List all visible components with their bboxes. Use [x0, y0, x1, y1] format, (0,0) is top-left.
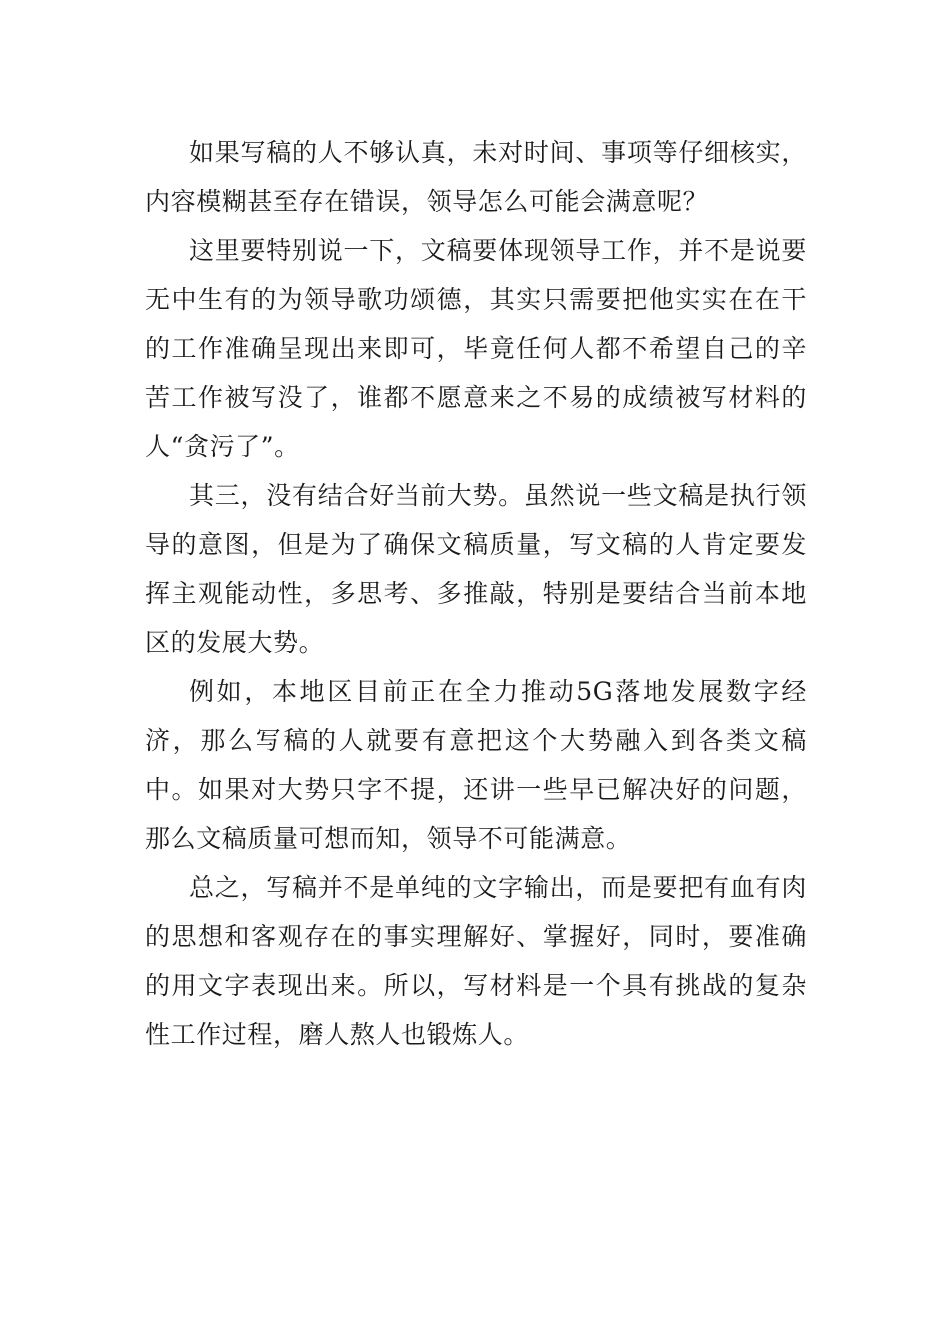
paragraph-3: 其三，没有结合好当前大势。虽然说一些文稿是执行领导的意图，但是为了确保文稿质量，写文稿的人肯定要发挥主观能动性，多思考、多推敲，特别是要结合当前本地区的发展大势。	[145, 481, 807, 657]
paragraph-5: 总之，写稿并不是单纯的文字输出，而是要把有血有肉的思想和客观存在的事实理解好、掌握好，同时，要准确的用文字表现出来。所以，写材料是一个具有挑战的复杂性工作过程，磨人熬人也锻炼人。	[145, 873, 807, 1049]
paragraph-1: 如果写稿的人不够认真，未对时间、事项等仔细核实，内容模糊甚至存在错误，领导怎么可能会满意呢？	[145, 138, 807, 216]
paragraph-4: 例如，本地区目前正在全力推动5G落地发展数字经济，那么写稿的人就要有意把这个大势融入到各类文稿中。如果对大势只字不提，还讲一些早已解决好的问题，那么文稿质量可想而知，领导不可能满意。	[145, 677, 807, 853]
paragraph-2: 这里要特别说一下，文稿要体现领导工作，并不是说要无中生有的为领导歌功颂德，其实只需要把他实实在在干的工作准确呈现出来即可，毕竟任何人都不希望自己的辛苦工作被写没了，谁都不愿意来之不易的成绩被写材料的人“贪污了”。	[145, 236, 807, 461]
document-body	[145, 128, 807, 1059]
